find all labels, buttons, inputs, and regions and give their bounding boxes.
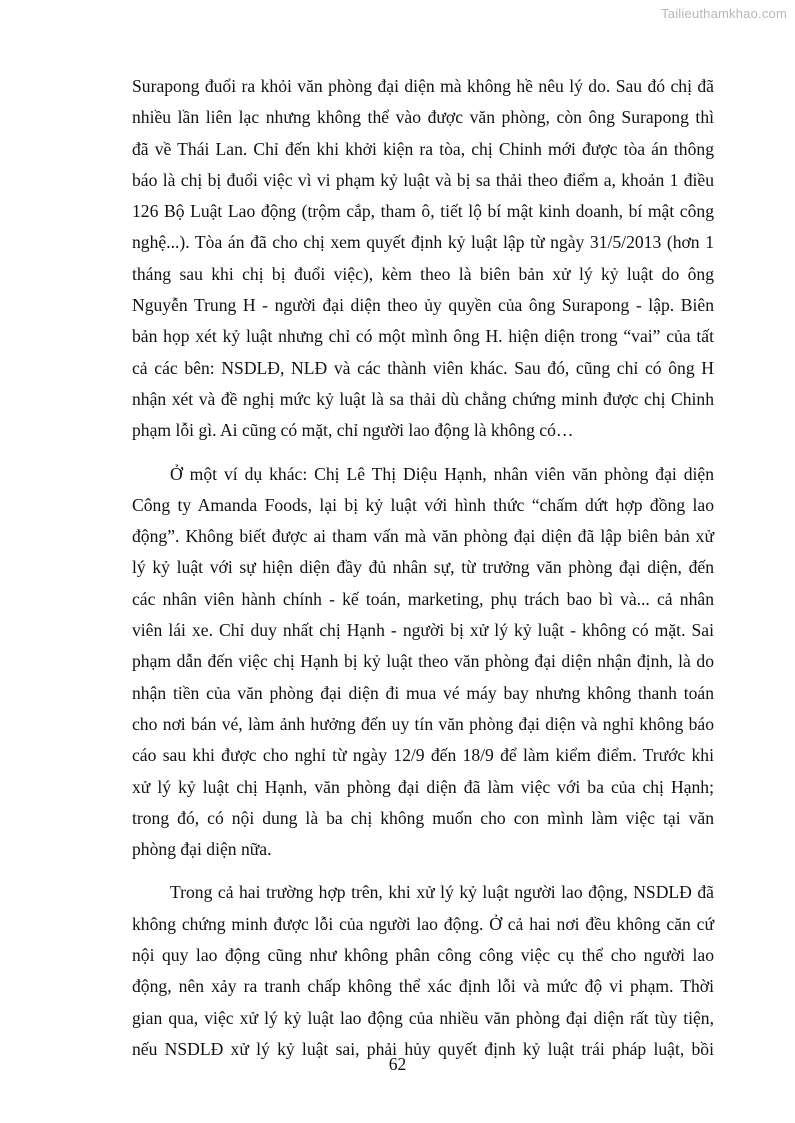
text-line: nhận xét và đề nghị mức kỷ luật là sa thải dù chẳng chứng minh được chị Chinh bbox=[132, 388, 714, 409]
text-line: đã về Thái Lan. Chỉ đến khi khởi kiện ra tòa, chị Chinh mới được tòa án thông bbox=[132, 138, 714, 159]
text-line: Ở một ví dụ khác: Chị Lê Thị Diệu Hạnh, nhân viên văn phòng đại diện bbox=[170, 463, 714, 484]
text-line: động, nên xảy ra tranh chấp không thể xác định lỗi và mức độ vi phạm. Thời bbox=[132, 976, 714, 997]
text-line: Trong cả hai trường hợp trên, khi xử lý kỷ luật người lao động, NSDLĐ đã bbox=[170, 882, 714, 903]
text-line: phạm lỗi gì. Ai cũng có mặt, chỉ người lao động là không có… bbox=[132, 420, 574, 441]
paragraph bbox=[132, 459, 714, 866]
text-line: lý kỷ luật với sự hiện diện đầy đủ nhân sự, từ trưởng văn phòng đại diện, đến bbox=[132, 557, 714, 578]
text-line: Surapong đuổi ra khỏi văn phòng đại diện mà không hề nêu lý do. Sau đó chị đã bbox=[132, 76, 714, 96]
text-line: 126 Bộ Luật Lao động (trộm cắp, tham ô, tiết lộ bí mật kinh doanh, bí mật công bbox=[132, 201, 714, 222]
text-line: Công ty Amanda Foods, lại bị kỷ luật với hình thức “chấm dứt hợp đồng lao bbox=[132, 494, 714, 515]
text-line: cáo sau khi được cho nghỉ từ ngày 12/9 đến 18/9 để làm kiểm điểm. Trước khi bbox=[132, 745, 714, 766]
text-line: tháng sau khi chị bị đuổi việc), kèm theo là biên bản xử lý kỷ luật do ông bbox=[132, 263, 714, 284]
paragraph bbox=[132, 71, 714, 447]
text-line: nội quy lao động cũng như không phân công công việc cụ thể cho người lao bbox=[132, 945, 714, 966]
text-line: cho nơi bán vé, làm ảnh hưởng đến uy tín văn phòng đại diện và nghỉ không báo bbox=[132, 713, 714, 734]
text-line: phạm dẫn đến việc chị Hạnh bị kỷ luật theo văn phòng đại diện nhận định, là do bbox=[132, 651, 714, 672]
text-line: cả các bên: NSDLĐ, NLĐ và các thành viên khác. Sau đó, cũng chỉ có ông H bbox=[132, 357, 714, 378]
watermark: Tailieuthamkhao.com bbox=[661, 6, 787, 21]
text-line: nhiều lần liên lạc nhưng không thể vào được văn phòng, còn ông Surapong thì bbox=[132, 107, 714, 128]
text-line: động”. Không biết được ai tham vấn mà văn phòng đại diện đã lập biên bản xử bbox=[132, 526, 714, 547]
text-line: Nguyễn Trung H - người đại diện theo ủy quyền của ông Surapong - lập. Biên bbox=[132, 295, 714, 316]
text-line: xử lý kỷ luật chị Hạnh, văn phòng đại diện đã làm việc với ba của chị Hạnh; bbox=[132, 776, 714, 797]
text-line: nhận tiền của văn phòng đại diện đi mua vé máy bay nhưng không thanh toán bbox=[132, 682, 714, 703]
paragraph bbox=[132, 877, 714, 1065]
text-line: không chứng minh được lỗi của người lao động. Ở cả hai nơi đều không căn cứ bbox=[132, 913, 714, 934]
text-line: các nhân viên hành chính - kế toán, marketing, phụ trách bao bì và... cả nhân bbox=[132, 588, 714, 609]
text-line: nghệ...). Tòa án đã cho chị xem quyết định kỷ luật lập từ ngày 31/5/2013 (hơn 1 bbox=[132, 232, 714, 253]
text-line: bản họp xét kỷ luật nhưng chỉ có một mình ông H. hiện diện trong “vai” của tất bbox=[132, 326, 714, 347]
text-line: báo là chị bị đuổi việc vì vi phạm kỷ luật và bị sa thải theo điểm a, khoản 1 điều bbox=[132, 169, 714, 190]
text-line: viên lái xe. Chỉ duy nhất chị Hạnh - người bị xử lý kỷ luật - không có mặt. Sai bbox=[132, 620, 714, 641]
text-line: gian qua, việc xử lý kỷ luật lao động của nhiều văn phòng đại diện rất tùy tiện, bbox=[132, 1007, 714, 1028]
text-line: nếu NSDLĐ xử lý kỷ luật sai, phải hủy quyết định kỷ luật trái pháp luật, bồi bbox=[132, 1038, 714, 1059]
text-line: phòng đại diện nữa. bbox=[132, 839, 272, 860]
document-body bbox=[132, 71, 714, 1065]
page-number: 62 bbox=[388, 1054, 407, 1074]
text-line: trong đó, có nội dung là ba chị không muốn cho con mình làm việc tại văn bbox=[132, 807, 714, 828]
